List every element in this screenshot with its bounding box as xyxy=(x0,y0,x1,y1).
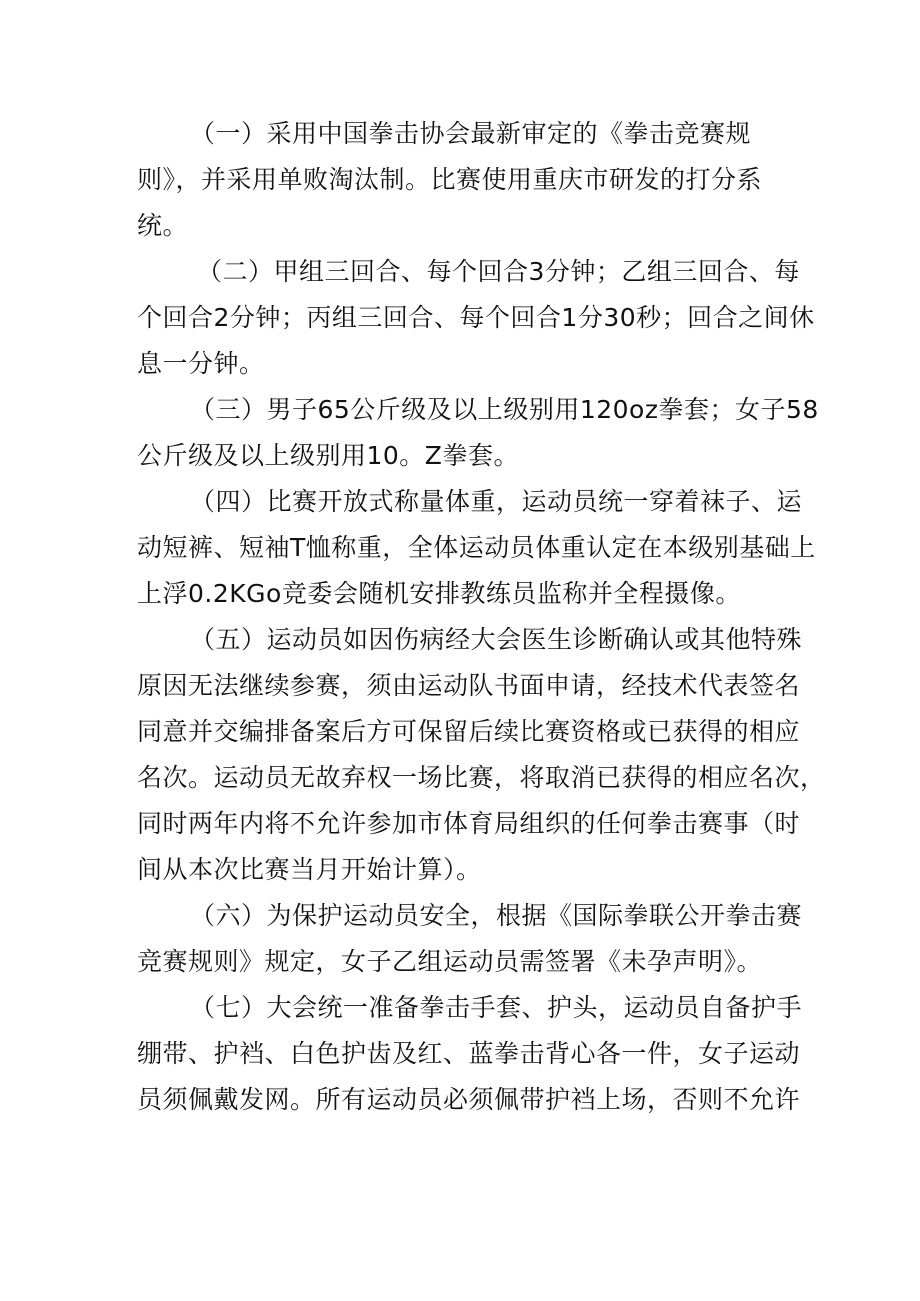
paragraph-4-line-2: 动短裤、短袖T恤称重，全体运动员体重认定在本级别基础上 xyxy=(137,533,816,562)
paragraph-6-line-2: 竞赛规则》规定，女子乙组运动员需签署《未孕声明》。 xyxy=(137,947,763,976)
paragraph-3-line-2: 公斤级及以上级别用10。Z拳套。 xyxy=(137,441,519,470)
paragraph-5-line-4: 名次。运动员无故弃权一场比赛，将取消已获得的相应名次， xyxy=(137,763,826,792)
paragraph-6-line-1: （六）为保护运动员安全，根据《国际拳联公开拳击赛 xyxy=(190,901,803,930)
paragraph-4-line-3: 上浮0.2KGo竞委会随机安排教练员监称并全程摄像。 xyxy=(137,579,741,608)
paragraph-7-line-1: （七）大会统一准备拳击手套、护头，运动员自备护手 xyxy=(190,993,803,1022)
paragraph-2-line-1: （二）甲组三回合、每个回合3分钟；乙组三回合、每 xyxy=(197,257,800,286)
paragraph-7-line-2: 绷带、护裆、白色护齿及红、蓝拳击背心各一件，女子运动 xyxy=(137,1039,801,1068)
paragraph-5-line-2: 原因无法继续参赛，须由运动队书面申请，经技术代表签名 xyxy=(137,671,801,700)
paragraph-1-line-3: 统。 xyxy=(137,211,189,240)
paragraph-5-line-6: 间从本次比赛当月开始计算）。 xyxy=(137,855,482,884)
paragraph-7-line-3: 员须佩戴发网。所有运动员必须佩带护裆上场，否则不允许 xyxy=(137,1085,801,1114)
paragraph-5-line-1: （五）运动员如因伤病经大会医生诊断确认或其他特殊 xyxy=(190,625,803,654)
paragraph-2-line-3: 息一分钟。 xyxy=(137,349,265,378)
paragraph-1-line-1: （一）采用中国拳击协会最新审定的《拳击竞赛规 xyxy=(190,119,752,148)
paragraph-1-line-2: 则》，并采用单败淘汰制。比赛使用重庆市研发的打分系 xyxy=(137,165,763,194)
paragraph-4-line-1: （四）比赛开放式称量体重，运动员统一穿着袜子、运 xyxy=(190,487,803,516)
paragraph-2-line-2: 个回合2分钟；丙组三回合、每个回合1分30秒；回合之间休 xyxy=(137,303,815,332)
paragraph-5-line-5: 同时两年内将不允许参加市体育局组织的任何拳击赛事（时 xyxy=(137,809,801,838)
paragraph-3-line-1: （三）男子65公斤级及以上级别用120oz拳套；女子58 xyxy=(190,395,819,424)
paragraph-5-line-3: 同意并交编排备案后方可保留后续比赛资格或已获得的相应 xyxy=(137,717,801,746)
